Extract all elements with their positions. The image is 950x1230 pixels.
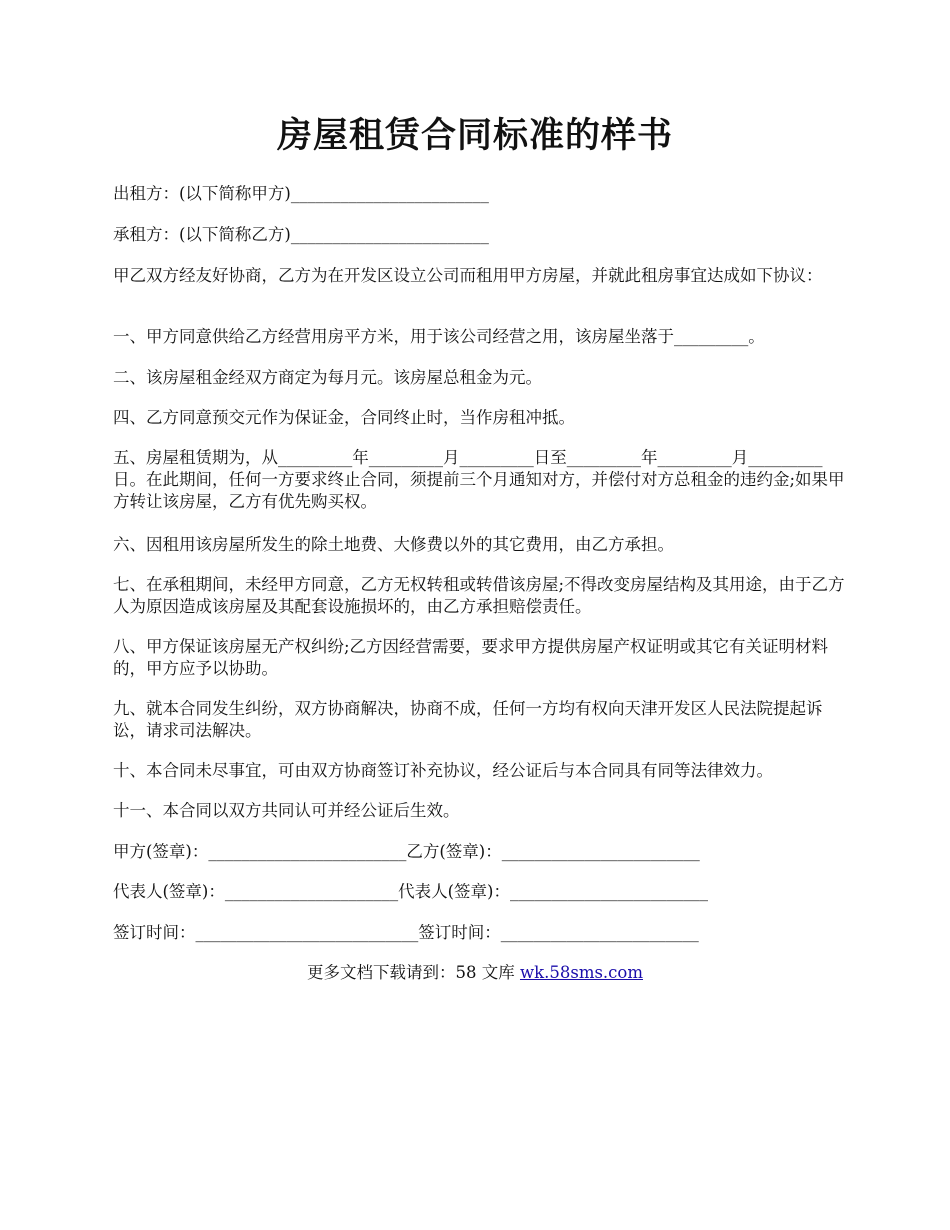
clause-11: 十一、本合同以双方共同认可并经公证后生效。 <box>113 801 460 820</box>
clause-8: 八、甲方保证该房屋无产权纠纷;乙方因经营需要，要求甲方提供房屋产权证明或其它有关证明材料的，甲方应予以协助。 <box>113 637 829 678</box>
signature-line-parties: 甲方(签章)：________________________乙方(签章)：________________________ <box>113 842 700 861</box>
clause-4: 四、乙方同意预交元作为保证金，合同终止时，当作房租冲抵。 <box>113 408 575 427</box>
download-footer <box>0 962 950 984</box>
signature-line-representatives: 代表人(签章)：_____________________代表人(签章)：________________________ <box>113 882 708 901</box>
footer-link[interactable]: wk.58sms.com <box>519 963 643 982</box>
clause-1: 一、甲方同意供给乙方经营用房平方米，用于该公司经营之用，该房屋坐落于_________。 <box>113 327 765 346</box>
clause-2: 二、该房屋租金经双方商定为每月元。该房屋总租金为元。 <box>113 368 542 387</box>
clause-5: 五、房屋租赁期为，从_________年_________月_________日至_________年_________月_________日。在此期间，任何一方要求终止合同，须提前三个月通知对方，并偿付对方总租金的违约金;如果甲方转让该房屋，乙方有优先购买权。 <box>113 448 845 511</box>
lessee-line: 承租方：(以下简称乙方)________________________ <box>113 225 489 244</box>
clause-6: 六、因租用该房屋所发生的除土地费、大修费以外的其它费用，由乙方承担。 <box>113 535 674 554</box>
signature-line-dates: 签订时间：___________________________签订时间：________________________ <box>113 923 699 942</box>
clause-9: 九、就本合同发生纠纷，双方协商解决，协商不成，任何一方均有权向天津开发区人民法院提起诉讼，请求司法解决。 <box>113 699 823 740</box>
footer-text: 更多文档下载请到：58 文库 <box>306 963 520 982</box>
clause-7: 七、在承租期间，未经甲方同意，乙方无权转租或转借该房屋;不得改变房屋结构及其用途，由于乙方人为原因造成该房屋及其配套设施损坏的，由乙方承担赔偿责任。 <box>113 575 845 616</box>
document-title: 房屋租赁合同标准的样书 <box>276 115 673 156</box>
preamble-paragraph: 甲乙双方经友好协商，乙方为在开发区设立公司而租用甲方房屋，并就此租房事宜达成如下协议： <box>113 266 823 285</box>
lessor-line: 出租方：(以下简称甲方)________________________ <box>113 184 489 203</box>
clause-10: 十、本合同未尽事宜，可由双方协商签订补充协议，经公证后与本合同具有同等法律效力。 <box>113 761 773 780</box>
